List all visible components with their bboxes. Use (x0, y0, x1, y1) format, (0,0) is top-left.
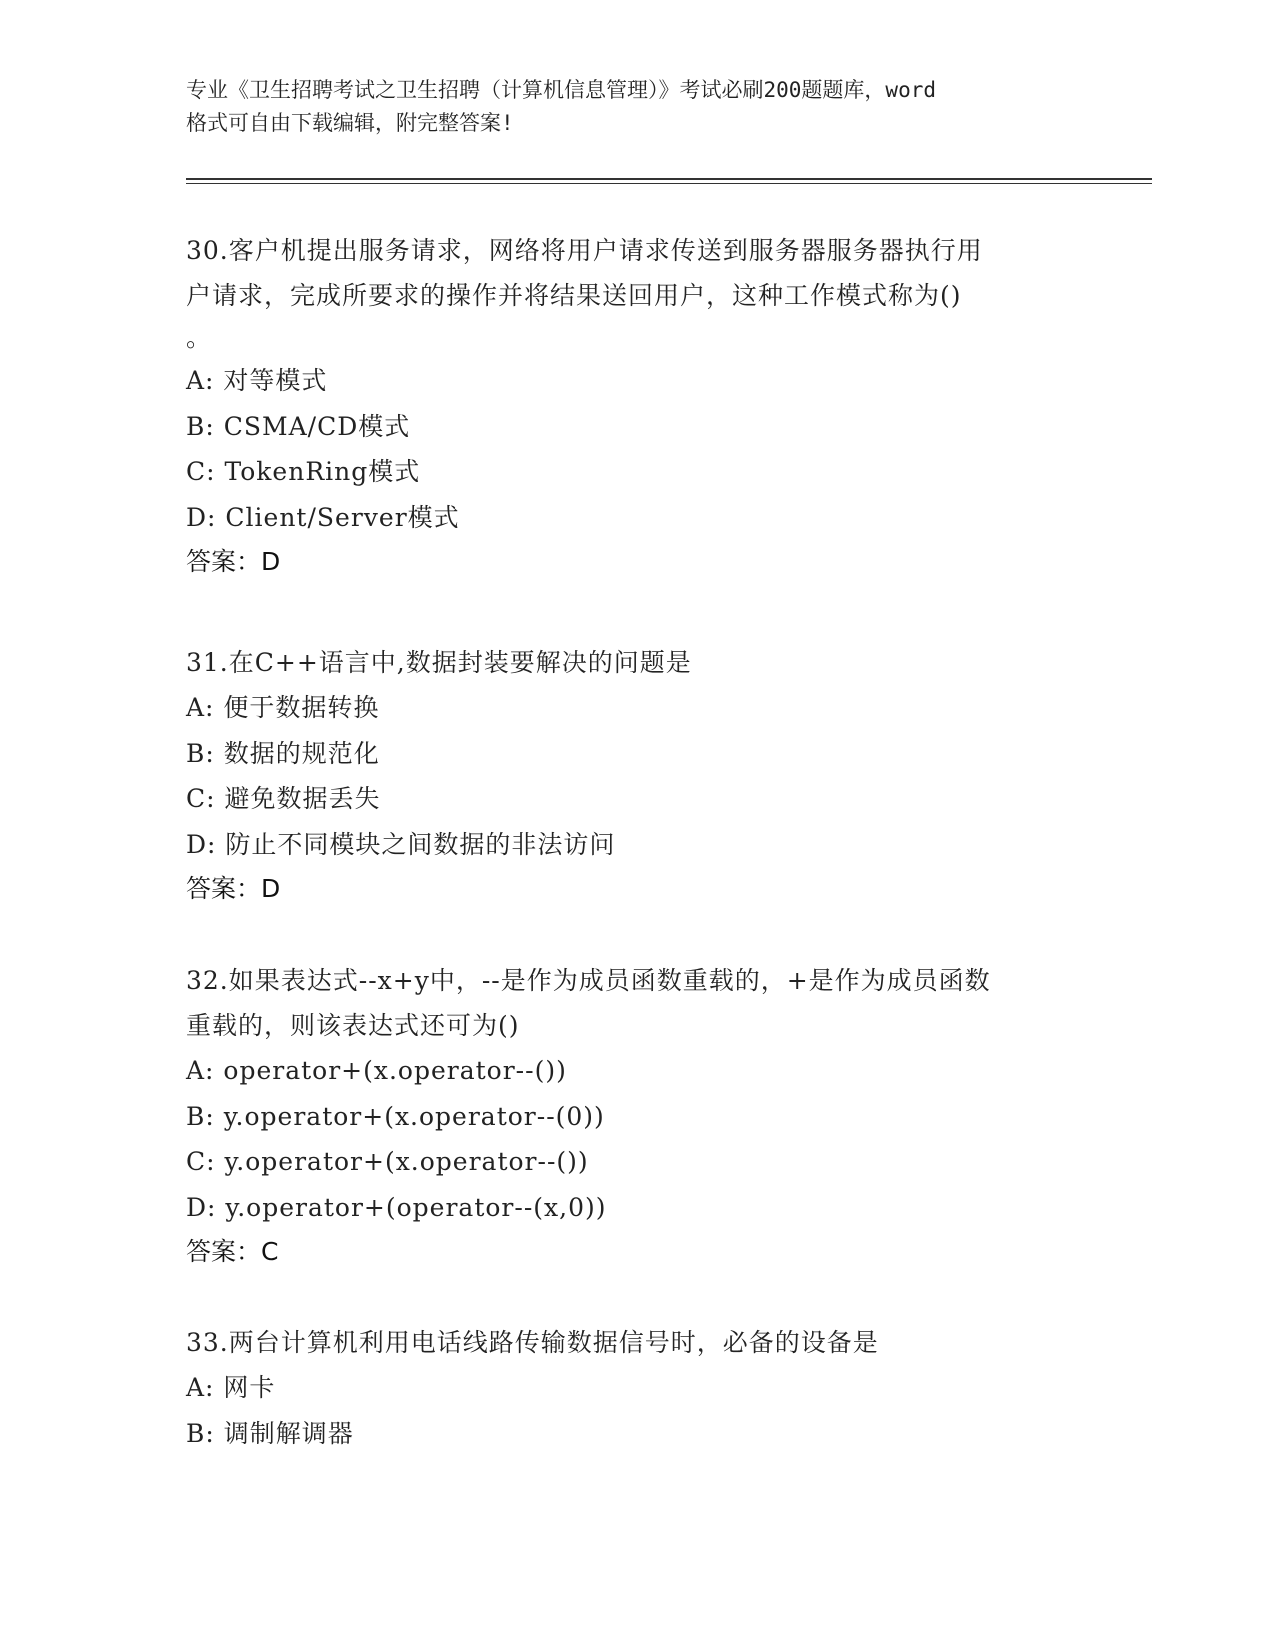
option-d: D: 防止不同模块之间数据的非法访问 (186, 829, 616, 859)
option-b: B: 数据的规范化 (186, 738, 380, 768)
answer: 答案：D (186, 874, 281, 903)
question-32 (186, 958, 1086, 1274)
option-b: B: CSMA/CD模式 (186, 411, 411, 441)
option-b: B: 调制解调器 (186, 1418, 354, 1448)
option-c: C: y.operator+(x.operator--()) (186, 1147, 589, 1176)
question-text-line: 户请求，完成所要求的操作并将结果送回用户，这种工作模式称为() (186, 281, 962, 310)
question-33 (186, 1320, 1086, 1456)
option-a: A: 对等模式 (186, 366, 328, 395)
option-a: A: operator+(x.operator--()) (186, 1056, 567, 1085)
question-text-line: 重载的，则该表达式还可为() (186, 1011, 520, 1040)
question-text-line: 30.客户机提出服务请求，网络将用户请求传送到服务器服务器执行用 (186, 236, 983, 265)
header-line-2: 格式可自由下载编辑，附完整答案! (186, 111, 514, 135)
option-a: A: 便于数据转换 (186, 693, 380, 722)
question-text-line: 33.两台计算机利用电话线路传输数据信号时，必备的设备是 (186, 1328, 879, 1357)
header-divider-thin (186, 183, 1152, 184)
question-31 (186, 640, 1086, 911)
answer: 答案：D (186, 547, 281, 576)
option-c: C: 避免数据丢失 (186, 784, 381, 813)
option-d: D: y.operator+(operator--(x,0)) (186, 1192, 607, 1222)
option-d: D: Client/Server模式 (186, 502, 460, 532)
option-b: B: y.operator+(x.operator--(0)) (186, 1101, 605, 1131)
option-c: C: TokenRing模式 (186, 457, 421, 486)
answer: 答案：C (186, 1237, 279, 1266)
question-30 (186, 228, 1086, 584)
option-a: A: 网卡 (186, 1373, 276, 1402)
question-text-line: 31.在C++语言中,数据封装要解决的问题是 (186, 648, 692, 677)
question-text-line: 。 (186, 323, 213, 352)
header-line-1: 专业《卫生招聘考试之卫生招聘（计算机信息管理）》考试必刷200题题库，word (186, 78, 936, 102)
header-divider-thick (186, 178, 1152, 180)
question-text-line: 32.如果表达式--x+y中，--是作为成员函数重载的，+是作为成员函数 (186, 966, 991, 995)
document-header (186, 74, 1086, 140)
